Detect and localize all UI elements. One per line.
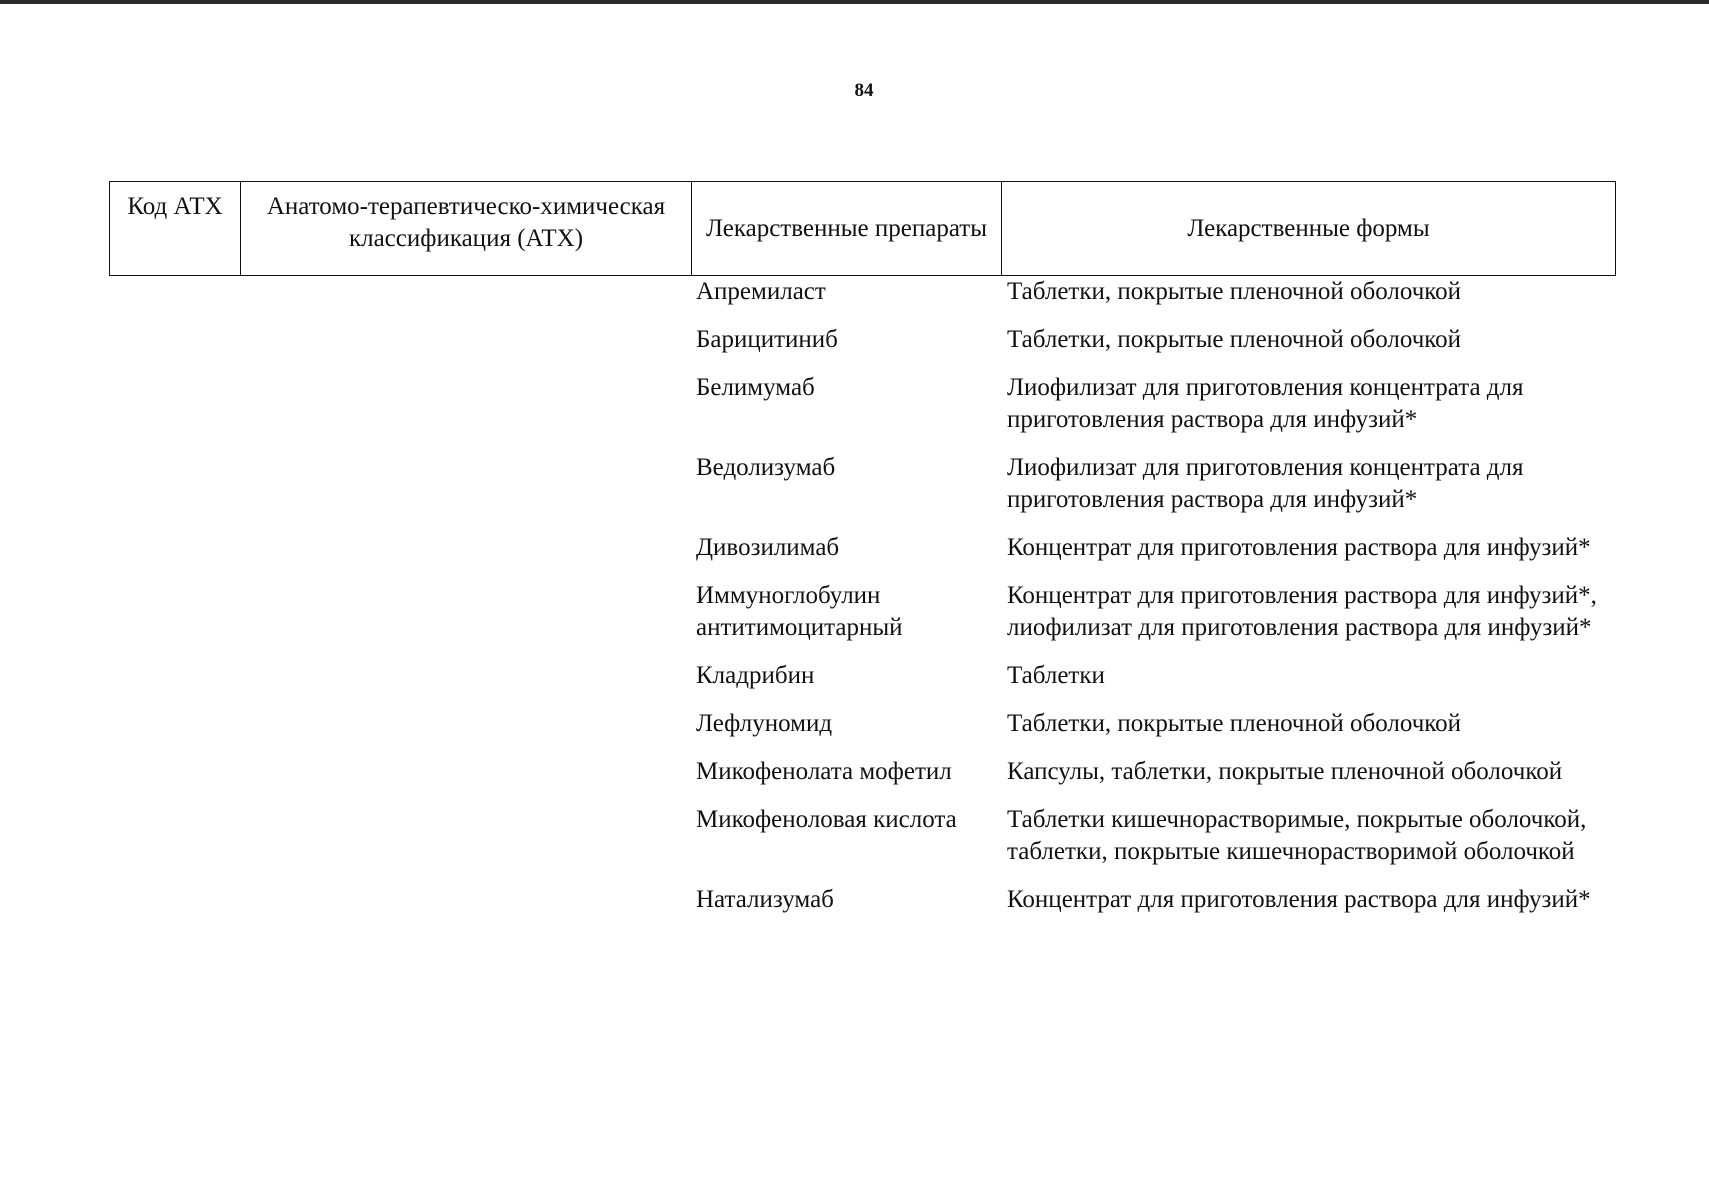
table-row (691, 708, 1615, 756)
header-row (110, 182, 1616, 276)
dosage-form: Капсулы, таблетки, покрытые пленочной оболочкой (1007, 758, 1563, 785)
table-header (109, 181, 1616, 276)
page-number: 84 (854, 80, 874, 101)
drug-name: Дивозилимаб (696, 534, 840, 561)
table-row (691, 660, 1615, 708)
drug-name: Барицитиниб (696, 326, 838, 353)
dosage-form: Таблетки, покрытые пленочной оболочкой (1007, 710, 1462, 737)
table-row (691, 580, 1615, 660)
dosage-form: Концентрат для приготовления раствора для инфузий* (1007, 886, 1591, 913)
drug-name: Натализумаб (696, 886, 834, 913)
dosage-form: Лиофилизат для приготовления концентрата для приготовления раствора для инфузий* (1007, 454, 1524, 513)
header-code: Код АТХ (110, 182, 241, 276)
table-row (691, 756, 1615, 804)
table-row (691, 372, 1615, 452)
table-row (691, 324, 1615, 372)
scan-edge (0, 0, 1709, 4)
table-row (691, 452, 1615, 532)
dosage-form: Таблетки, покрытые пленочной оболочкой (1007, 326, 1462, 353)
header-classification: Анатомо-терапевтическо-химическая классификация (АТХ) (241, 182, 692, 276)
drug-table (691, 276, 1615, 932)
drug-name: Микофенолата мофетил (696, 758, 952, 785)
table-row (691, 884, 1615, 932)
dosage-form: Таблетки, покрытые пленочной оболочкой (1007, 278, 1462, 305)
dosage-form: Концентрат для приготовления раствора для инфузий* (1007, 534, 1591, 561)
dosage-form: Таблетки (1007, 662, 1105, 689)
drug-name: Кладрибин (696, 662, 815, 689)
drug-name: Иммуноглобулин антитимоцитарный (696, 582, 903, 641)
drug-name: Белимумаб (696, 374, 815, 401)
drug-name: Микофеноловая кислота (696, 806, 957, 833)
header-forms: Лекарственные формы (1002, 182, 1616, 276)
dosage-form: Концентрат для приготовления раствора для инфузий*, лиофилизат для приготовления раствора для инфузий* (1007, 582, 1597, 641)
dosage-form: Таблетки кишечнорастворимые, покрытые оболочкой, таблетки, покрытые кишечнорастворимой оболочкой (1007, 806, 1587, 865)
drug-name: Апремиласт (696, 278, 826, 305)
header-preparations: Лекарственные препараты (692, 182, 1002, 276)
table-row (691, 532, 1615, 580)
drug-name: Лефлуномид (696, 710, 833, 737)
table-row (691, 804, 1615, 884)
drug-name: Ведолизумаб (696, 454, 836, 481)
dosage-form: Лиофилизат для приготовления концентрата для приготовления раствора для инфузий* (1007, 374, 1524, 433)
table-row (691, 276, 1615, 324)
